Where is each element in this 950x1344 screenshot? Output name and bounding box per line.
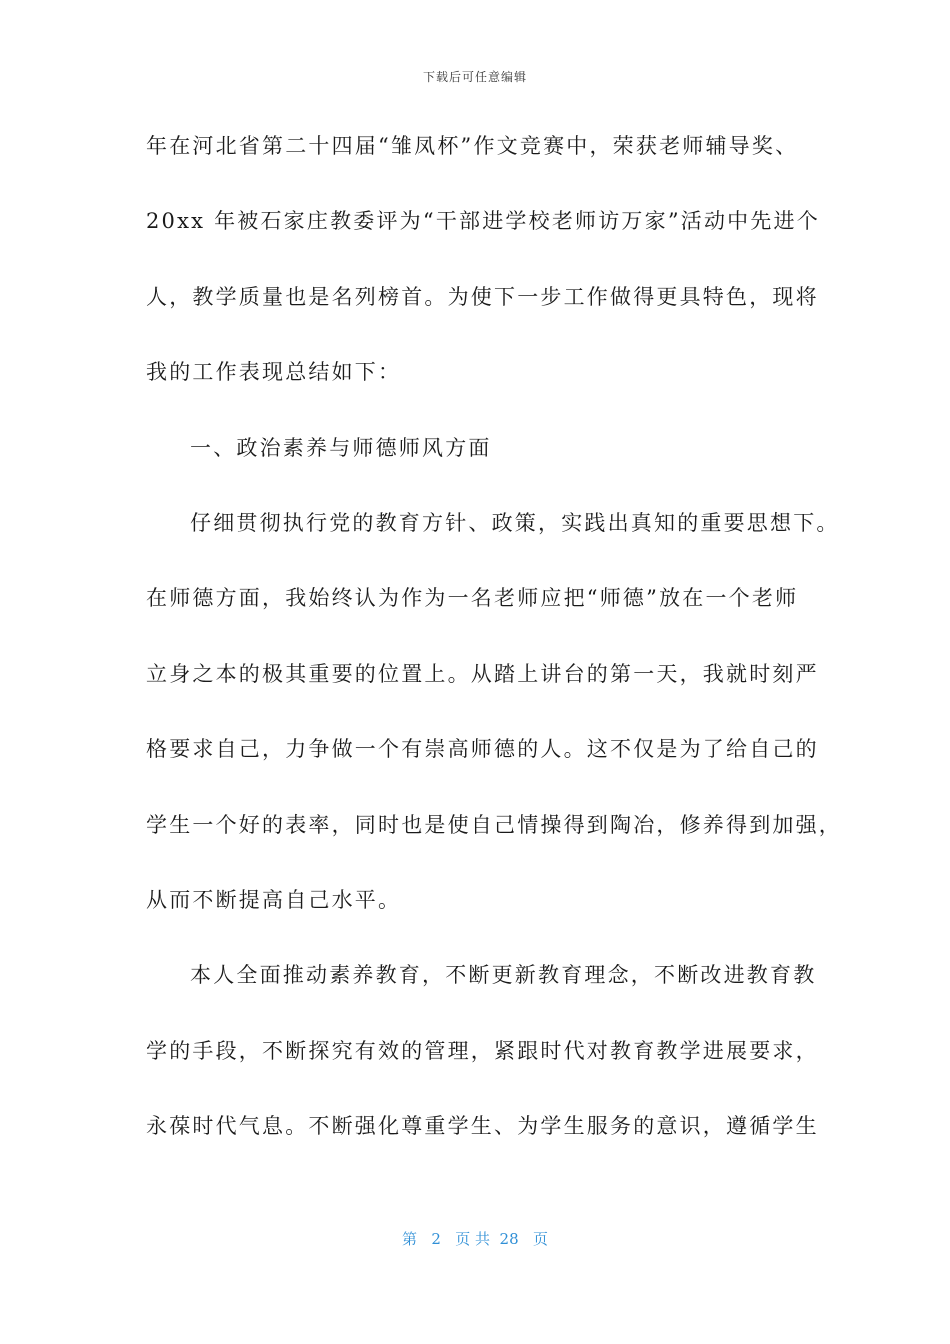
body-line: 20xx 年被石家庄教委评为“干部进学校老师访万家”活动中先进个 [146, 209, 820, 234]
body-line: 从而不断提高自己水平。 [146, 887, 402, 912]
body-line: 年在河北省第二十四届“雏凤杯”作文竞赛中，荣获老师辅导奖、 [146, 134, 799, 158]
body-line: 本人全面推动素养教育，不断更新教育理念，不断改进教育教 [190, 963, 817, 988]
page-footer [0, 1228, 950, 1249]
body-line: 格要求自己，力争做一个有崇高师德的人。这不仅是为了给自己的 [146, 737, 819, 762]
page-suffix: 页 [532, 1230, 548, 1248]
body-line: 在师德方面，我始终认为作为一名老师应把“师德”放在一个老师 [146, 586, 799, 611]
page-prefix: 第 [402, 1230, 418, 1248]
page-header: 下载后可任意编辑 [422, 70, 527, 84]
body-line: 立身之本的极其重要的位置上。从踏上讲台的第一天，我就时刻严 [146, 661, 819, 686]
body-line: 学的手段，不断探究有效的管理，紧跟时代对教育教学进展要求， [146, 1038, 819, 1063]
document-body [146, 124, 842, 1179]
body-line: 我的工作表现总结如下： [146, 360, 402, 385]
page-mid: 页 共 [455, 1230, 490, 1248]
body-line: 永葆时代气息。不断强化尊重学生、为学生服务的意识，遵循学生 [146, 1114, 819, 1139]
page-current: 2 [431, 1230, 441, 1248]
section-heading: 一、政治素养与师德师风方面 [190, 435, 492, 460]
body-line: 学生一个好的表率，同时也是使自己情操得到陶冶，修养得到加强， [146, 812, 842, 837]
page-total: 28 [499, 1230, 519, 1248]
body-line: 仔细贯彻执行党的教育方针、政策，实践出真知的重要思想下。 [190, 510, 840, 535]
body-line: 人，教学质量也是名列榜首。为使下一步工作做得更具特色，现将 [146, 284, 819, 309]
